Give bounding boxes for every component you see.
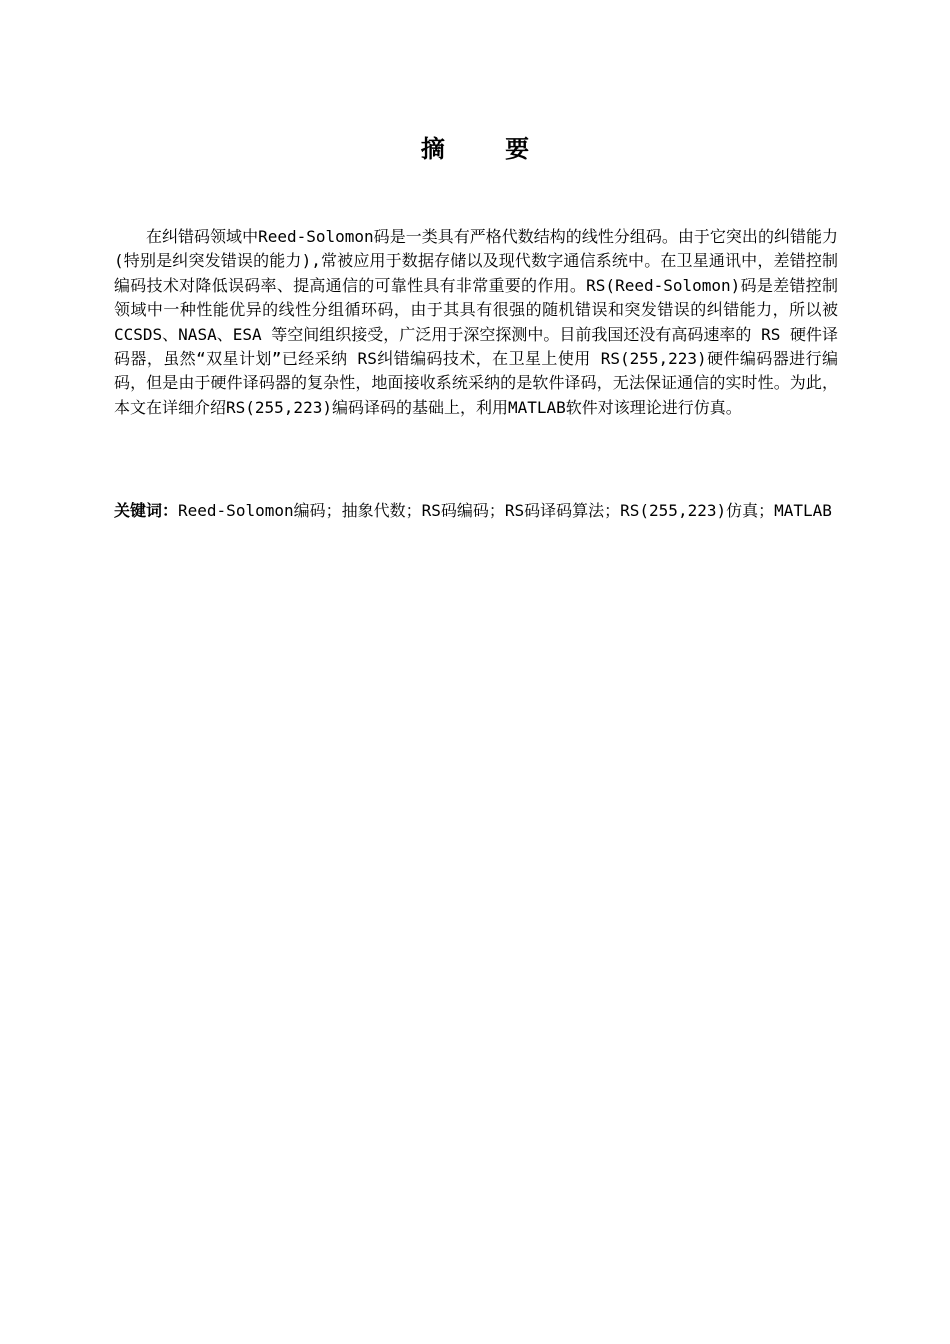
keywords-line (114, 498, 838, 523)
keywords-label: 关键词： (114, 501, 179, 520)
keywords-text: Reed-Solomon编码；抽象代数；RS码编码；RS码译码算法；RS(255,223)仿真；MATLAB (178, 501, 832, 520)
page-title: 摘 要 (420, 135, 556, 163)
abstract-paragraph: 在纠错码领域中Reed-Solomon码是一类具有严格代数结构的线性分组码。由于它突出的纠错能力(特别是纠突发错误的能力),常被应用于数据存储以及现代数字通信系统中。在卫星通讯中，差错控制编码技术对降低误码率、提高通信的可靠性具有非常重要的作用。RS(Reed-Solomon)码是差错控制领域中一种性能优异的线性分组循环码，由于其具有很强的随机错误和突发错误的纠错能力，所以被CCSDS、NASA、ESA 等空间组织接受，广泛用于深空探测中。目前我国还没有高码速率的 RS 硬件译码器，虽然“双星计划”已经采纳 RS纠错编码技术，在卫星上使用 RS(255,223)硬件编码器进行编码，但是由于硬件译码器的复杂性，地面接收系统采纳的是软件译码，无法保证通信的实时性。为此，本文在详细介绍RS(255,223)编码译码的基础上，利用MATLAB软件对该理论进行仿真。 (114, 227, 838, 417)
